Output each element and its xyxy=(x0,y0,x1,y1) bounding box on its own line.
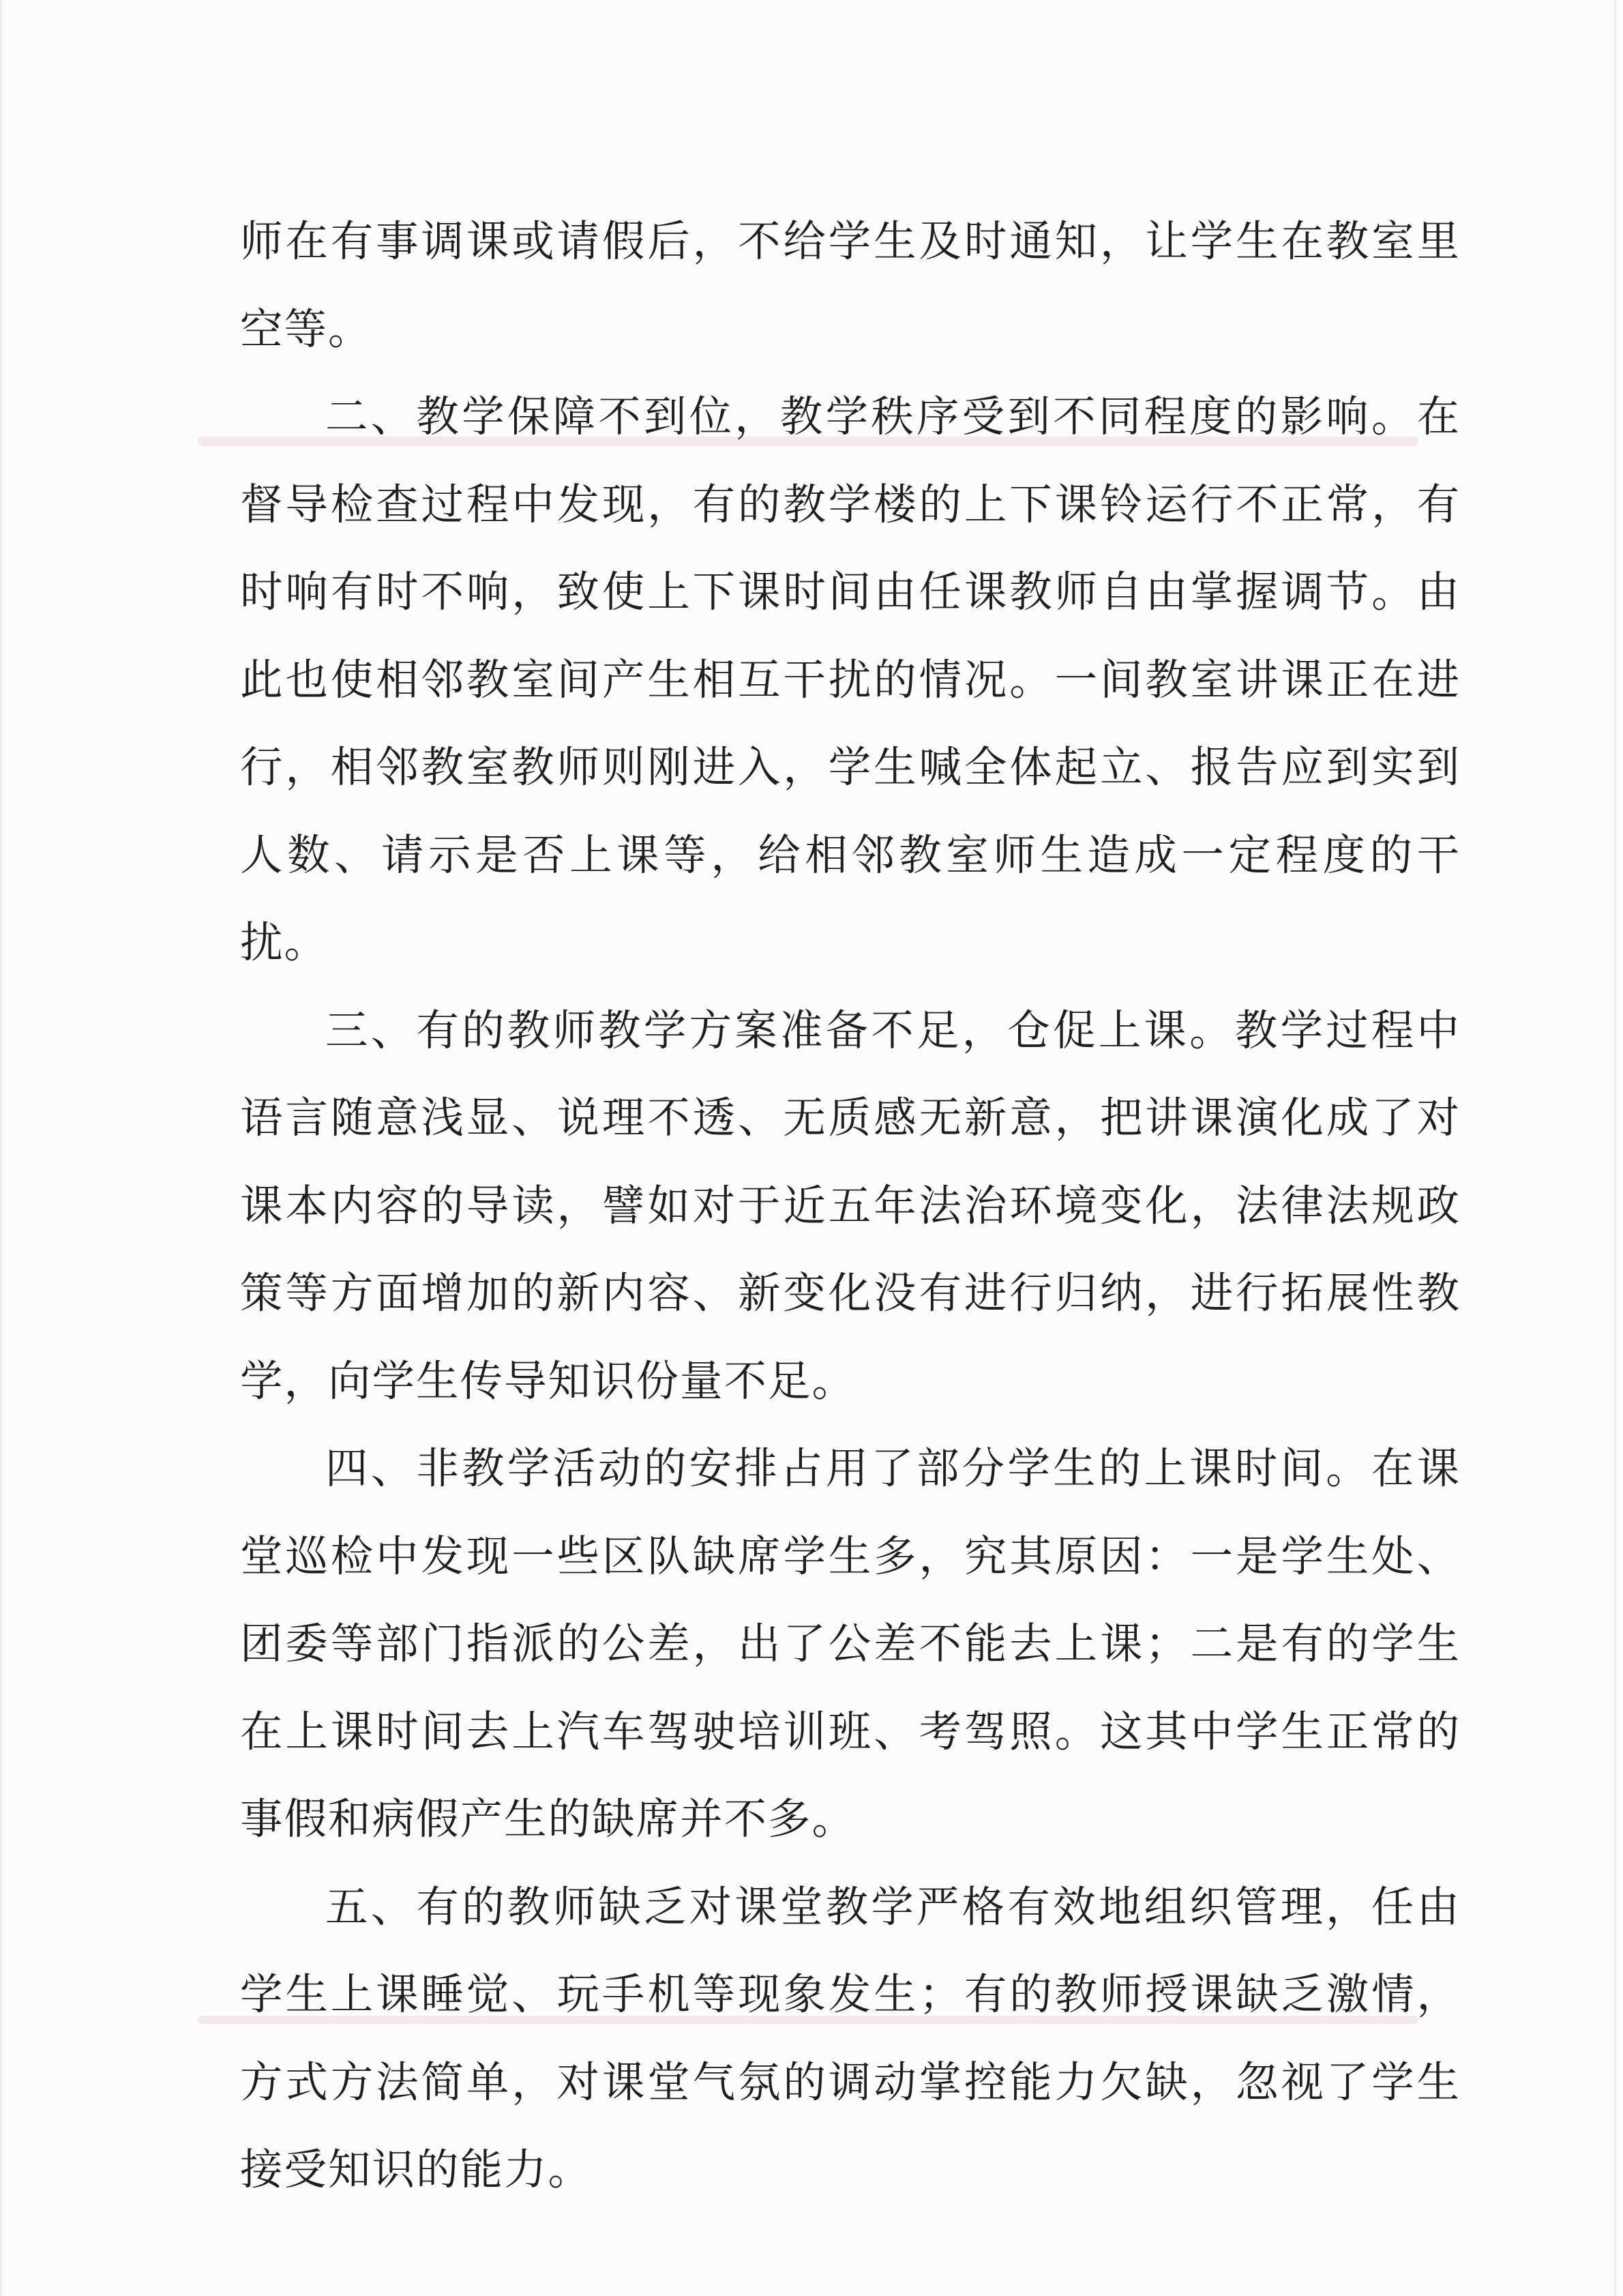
page-edge-right xyxy=(1614,0,1616,2296)
paragraph-item-2: 二、教学保障不到位，教学秩序受到不同程度的影响。在督导检查过程中发现，有的教学楼的上下课铃运行不正常，有时响有时不响，致使上下课时间由任课教师自由掌握调节。由此也使相邻教室间产生相互干扰的情况。一间教室讲课正在进行，相邻教室教师则刚进入，学生喊全体起立、报告应到实到人数、请示是否上课等，给相邻教室师生造成一定程度的干扰。 xyxy=(240,392,1461,967)
paragraph-item-5: 五、有的教师缺乏对课堂教学严格有效地组织管理，任由学生上课睡觉、玩手机等现象发生；有的教师授课缺乏激情，方式方法简单，对课堂气氛的调动掌控能力欠缺，忽视了学生接受知识的能力。 xyxy=(240,1881,1461,2194)
paragraph-item-4: 四、非教学活动的安排占用了部分学生的上课时间。在课堂巡检中发现一些区队缺席学生多，究其原因：一是学生处、团委等部门指派的公差，出了公差不能去上课；二是有的学生在上课时间去上汽车驾驶培训班、考驾照。这其中学生正常的事假和病假产生的缺席并不多。 xyxy=(240,1443,1461,1844)
page-edge-left xyxy=(0,0,2,2296)
paragraph-item-3: 三、有的教师教学方案准备不足，仓促上课。教学过程中语言随意浅显、说理不透、无质感无新意，把讲课演化成了对课本内容的导读，譬如对于近五年法治环境变化，法律法规政策等方面增加的新内容、新变化没有进行归纳，进行拓展性教学，向学生传导知识份量不足。 xyxy=(240,1005,1461,1406)
document-body xyxy=(240,198,1461,2214)
paragraph-continuation: 师在有事调课或请假后，不给学生及时通知，让学生在教室里空等。 xyxy=(240,216,1461,354)
